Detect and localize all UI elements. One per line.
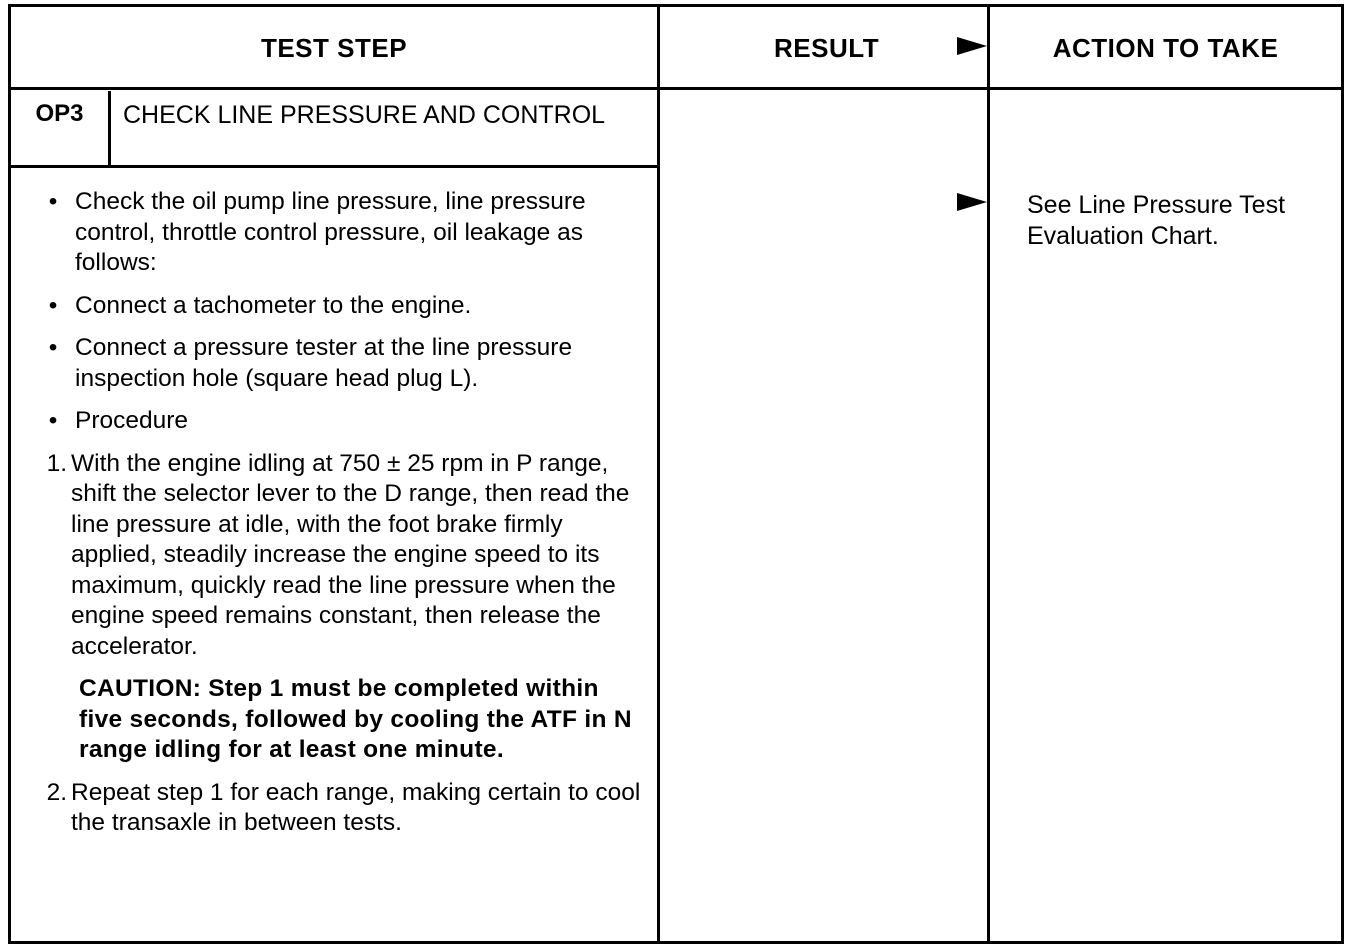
header-arrow-icon <box>957 37 987 55</box>
list-item <box>31 406 649 437</box>
list-item-text: With the engine idling at 750 ± 25 rpm in P range, shift the selector lever to the D range, then read the line pressure at idle, with the foot brake firmly applied, steadily increase the engine speed to its maximum, quickly read the line pressure when the engine speed remains constant, then release the accelerator. <box>71 449 630 660</box>
step-title: CHECK LINE PRESSURE AND CONTROL <box>123 101 606 129</box>
list-item-text: Procedure <box>75 407 189 434</box>
bullet-marker: • <box>48 291 58 319</box>
op-code-divider <box>108 91 111 168</box>
step-number: 2. <box>46 778 67 806</box>
header-test-step: TEST STEP <box>260 32 408 63</box>
step-number: 1. <box>46 449 67 477</box>
bullet-marker: • <box>48 334 58 361</box>
step-code: OP3 <box>35 100 84 127</box>
header-action-to-take: ACTION TO TAKE <box>1052 32 1279 63</box>
list-item-text: Check the oil pump line pressure, line pressure control, throttle control pressure, oil leakage as follows: <box>75 188 586 276</box>
procedure-text <box>31 187 649 851</box>
caution-note: CAUTION: Step 1 must be completed within five seconds, followed by cooling the ATF in N range idling for at least one minute. <box>79 675 632 763</box>
list-item-text: Connect a tachometer to the engine. <box>75 291 472 319</box>
bullet-marker: • <box>48 407 58 434</box>
list-item-text: Connect a pressure tester at the line pressure inspection hole (square head plug L). <box>75 334 573 392</box>
result-arrow-icon <box>957 193 987 211</box>
action-text: See Line Pressure Test Evaluation Chart. <box>1027 191 1286 250</box>
bullet-marker: • <box>48 188 58 215</box>
column-divider-result-action <box>987 7 990 941</box>
list-item <box>31 333 649 394</box>
header-result: RESULT <box>774 32 880 63</box>
list-item <box>31 291 649 322</box>
list-item-text: Repeat step 1 for each range, making certain to cool the transaxle in between tests. <box>71 778 641 836</box>
list-item <box>31 778 649 839</box>
list-item <box>31 187 649 279</box>
test-step-table <box>8 4 1344 944</box>
column-divider-test-result <box>657 7 660 941</box>
list-item <box>31 449 649 663</box>
